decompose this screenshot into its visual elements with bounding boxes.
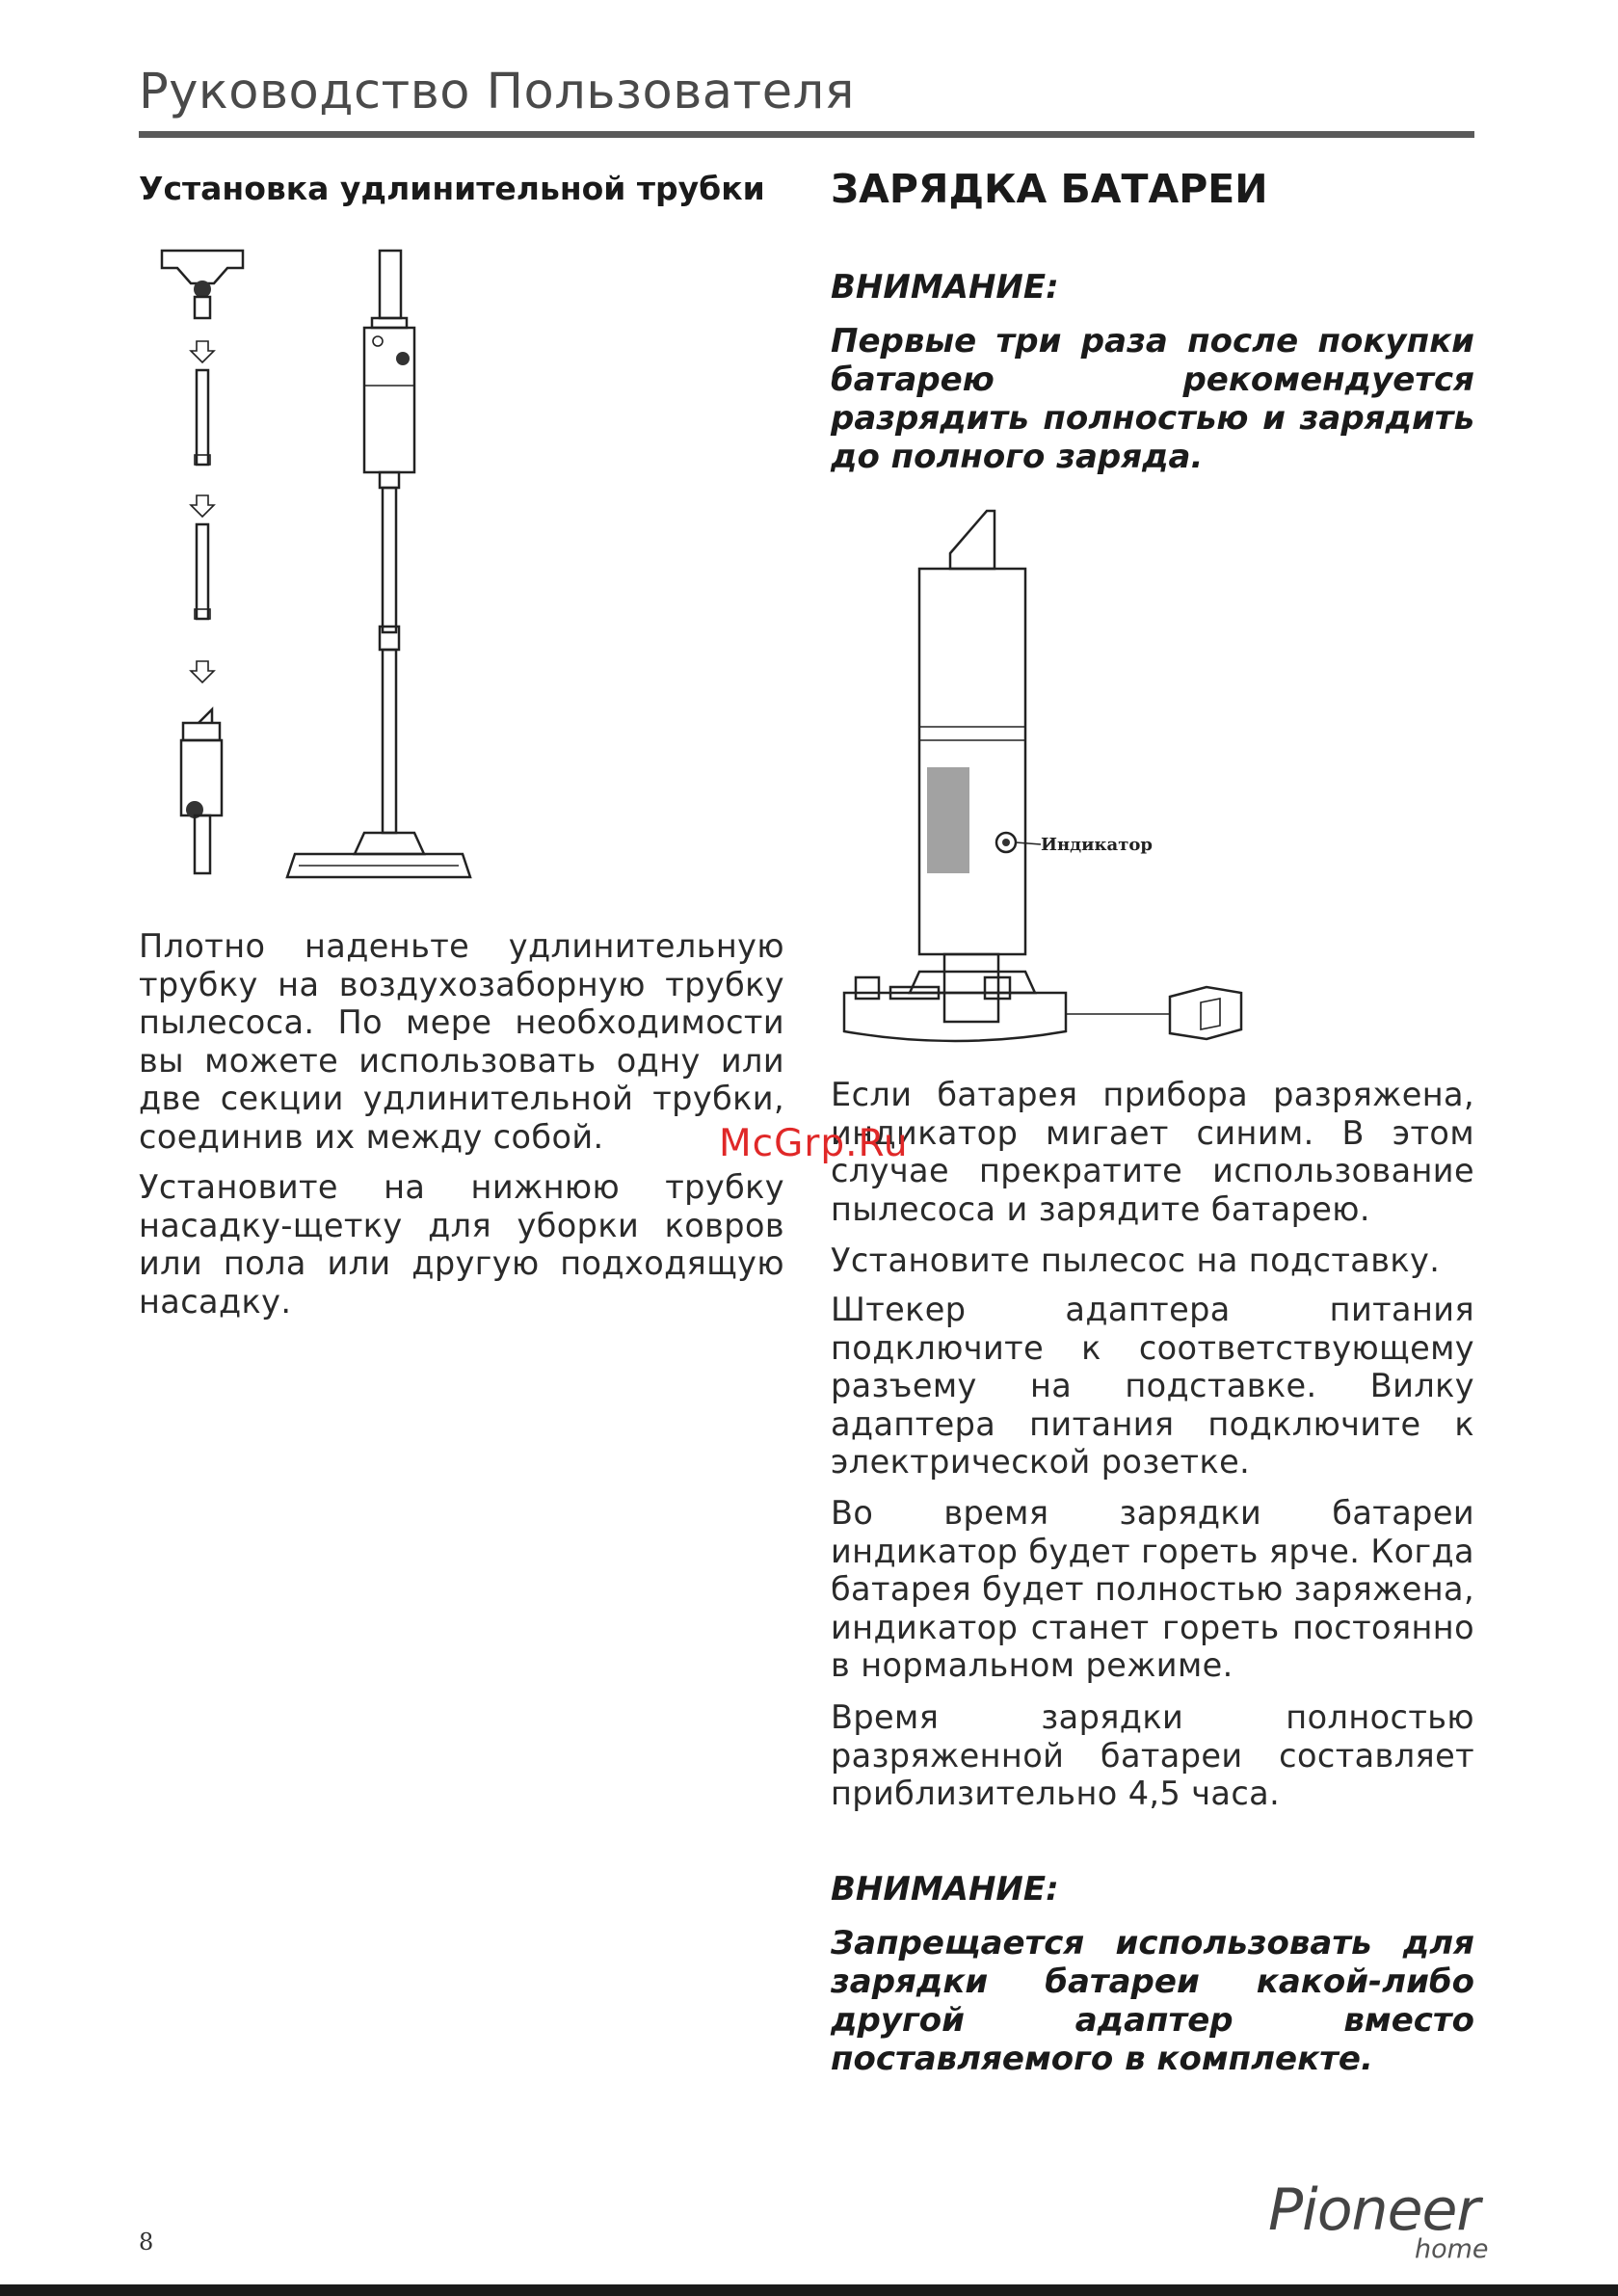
warning-title-2: ВНИМАНИЕ: <box>831 1870 1059 1909</box>
section-heading-battery-charging: ЗАРЯДКА БАТАРЕИ <box>831 166 1268 212</box>
paragraph-charging-3: Штекер адаптера питания подключите к соответствующему разъему на подставке. Вилку адаптера питания подключите к электрической розетке. <box>831 1291 1474 1481</box>
warning-text-2: Запрещается использовать для зарядки батареи какой-либо другой адаптер вместо поставляемого в комплекте. <box>831 1924 1474 2078</box>
header-divider <box>139 131 1474 138</box>
paragraph-charging-5: Время зарядки полностью разряженной батареи составляет приблизительно 4,5 часа. <box>831 1698 1474 1812</box>
charging-dock-illustration <box>842 509 1286 1058</box>
paragraph-extension-tube-1: Плотно наденьте удлинительную трубку на воздухозаборную трубку пылесоса. По мере необходимости вы можете использовать одну или две секции удлинительной трубки, соединив их между собой. <box>139 927 784 1156</box>
warning-title-1: ВНИМАНИЕ: <box>831 268 1059 307</box>
paragraph-extension-tube-2: Установите на нижнюю трубку насадку-щетку для уборки ковров или пола или другую подходящую насадку. <box>139 1168 784 1321</box>
paragraph-charging-1: Если батарея прибора разряжена, индикатор мигает синим. В этом случае прекратите использование пылесоса и зарядите батарею. <box>831 1076 1474 1228</box>
warning-text-1: Первые три раза после покупки батарею рекомендуется разрядить полностью и зарядить до полного заряда. <box>831 322 1474 476</box>
watermark: McGrp.Ru <box>719 1122 909 1165</box>
paragraph-charging-4: Во время зарядки батареи индикатор будет гореть ярче. Когда батарея будет полностью заряжена, индикатор станет гореть постоянно в нормальном режиме. <box>831 1494 1474 1684</box>
page-number: 8 <box>139 2229 154 2256</box>
brand-logo: Pioneer <box>1268 2176 1480 2244</box>
section-heading-extension-tube: Установка удлинительной трубки <box>139 170 765 207</box>
brand-logo-sub: home <box>1415 2234 1489 2264</box>
page-header-title: Руководство Пользователя <box>139 64 855 120</box>
paragraph-charging-2: Установите пылесос на подставку. <box>831 1241 1441 1279</box>
bottom-edge-bar <box>0 2284 1618 2296</box>
indicator-label: Индикатор <box>1041 835 1153 855</box>
extension-tube-assembly-illustration <box>145 241 434 896</box>
